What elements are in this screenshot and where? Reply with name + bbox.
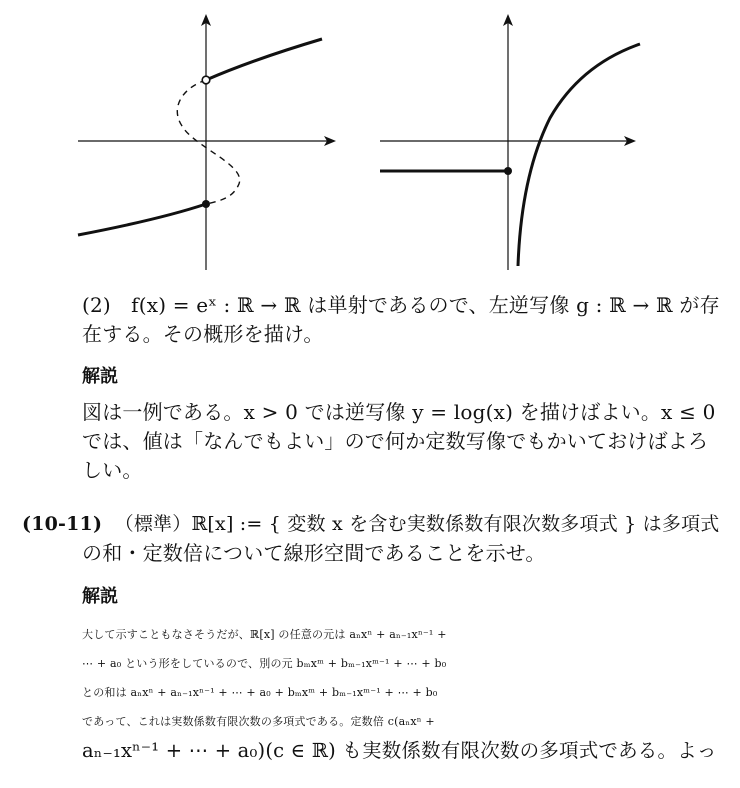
problem-10-11-line-2: の和・定数倍について線形空間であることを示せ。	[82, 541, 546, 565]
solution-10-11-text	[82, 620, 717, 765]
solution-10-11-heading: 解説	[82, 586, 118, 607]
curve-lower	[78, 204, 206, 235]
problem-10-11-line-1	[22, 510, 719, 539]
problem-2-line-1: (2) f(x) = eˣ : ℝ → ℝ は単射であるので、左逆写像 g : ℝ → ℝ が存	[82, 293, 720, 317]
solution-10-11-line-2: ⋯ + a₀ という形をしているので、別の元 bₘxᵐ + bₘ₋₁xᵐ⁻¹ + ⋯ + b₀	[82, 657, 447, 670]
solution-10-11-line-5: aₙ₋₁xⁿ⁻¹ + ⋯ + a₀)(c ∈ ℝ) も実数係数有限次数の多項式である。よっ	[82, 739, 717, 762]
curve-upper	[206, 39, 322, 80]
open-point	[202, 76, 210, 84]
problem-2-line-2: 在する。その概形を描け。	[82, 322, 324, 346]
curve-dashed-s	[177, 80, 239, 204]
solution-10-11-line-3: との和は aₙxⁿ + aₙ₋₁xⁿ⁻¹ + ⋯ + a₀ + bₘxᵐ + bₘ₋₁xᵐ⁻¹ + ⋯ + b₀	[82, 686, 438, 699]
solution-2-line-1: 図は一例である。x > 0 では逆写像 y = log(x) を描けばよい。x ≤ 0	[82, 400, 716, 424]
figure-left-svg	[70, 8, 340, 273]
log-curve	[518, 44, 640, 266]
figure-right-svg	[370, 8, 645, 273]
figure-right	[370, 8, 645, 273]
closed-point	[202, 200, 210, 208]
solution-10-11-line-1: 大して示すこともなさそうだが、ℝ[x] の任意の元は aₙxⁿ + aₙ₋₁xⁿ⁻¹ +	[82, 628, 447, 641]
solution-2-text	[82, 398, 716, 485]
solution-10-11-line-4: であって、これは実数係数有限次数の多項式である。定数倍 c(aₙxⁿ +	[82, 715, 435, 728]
problem-2-text	[82, 291, 720, 349]
problem-10-11-line-1-text: （標準）ℝ[x] := { 変数 x を含む実数係数有限次数多項式 } は多項式	[114, 513, 720, 535]
problem-10-11-id: (10-11)	[22, 513, 103, 535]
closed-point	[504, 167, 512, 175]
solution-2-line-2: では、値は「なんでもよい」ので何か定数写像でもかいておけばよろ	[82, 429, 709, 453]
figure-left	[70, 8, 340, 273]
solution-2-heading: 解説	[82, 366, 118, 387]
solution-2-line-3: しい。	[82, 458, 143, 482]
problem-10-11-text	[22, 510, 719, 568]
